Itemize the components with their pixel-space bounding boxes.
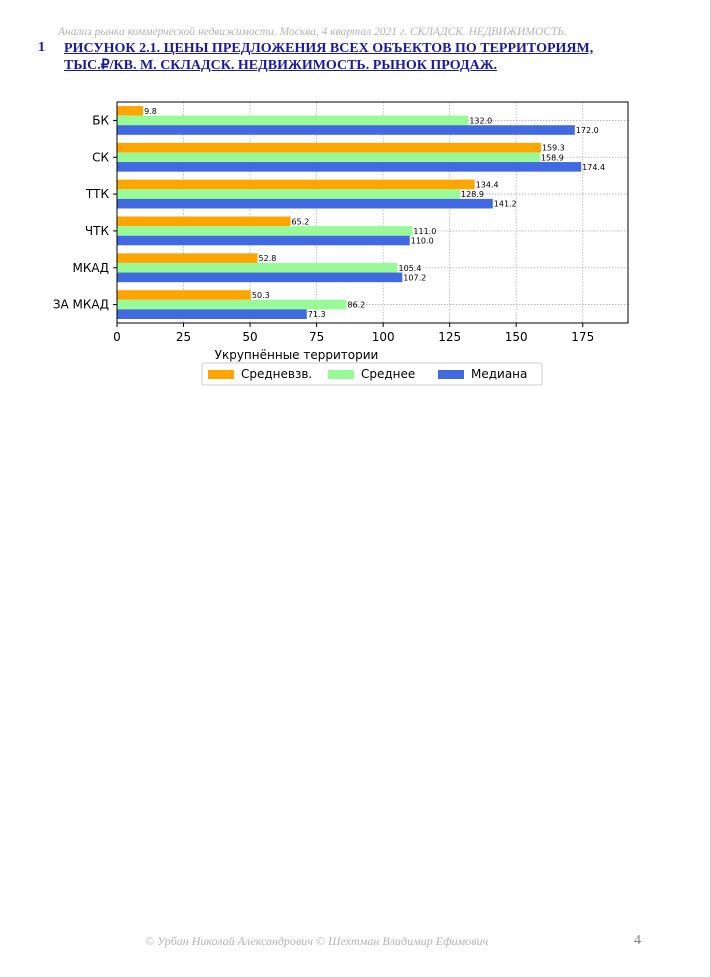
bar <box>117 253 258 263</box>
bar-value-label: 134.4 <box>475 180 499 190</box>
running-header: Анализ рынка коммерческой недвижимости. Москва, 4 квартал 2021 г. СКЛАДСК. НЕДВИЖИМОСТЬ. <box>58 26 568 38</box>
bar-value-label: 111.0 <box>413 226 437 236</box>
bar-chart <box>40 92 640 392</box>
bar-value-label: 158.9 <box>540 153 564 163</box>
bar-value-label: 107.2 <box>403 273 427 283</box>
x-tick-label: 0 <box>113 330 121 344</box>
x-tick-label: 75 <box>308 330 325 344</box>
bar <box>117 226 412 236</box>
bar <box>117 236 410 246</box>
bar-value-label: 110.0 <box>410 236 434 246</box>
bar <box>117 152 540 162</box>
bar <box>117 189 460 199</box>
bar-value-label: 141.2 <box>493 199 517 209</box>
x-tick-label: 25 <box>175 330 192 344</box>
legend-swatch <box>438 370 464 379</box>
bar <box>117 106 143 116</box>
bar <box>117 125 575 135</box>
bar <box>117 300 346 310</box>
bar-value-label: 132.0 <box>469 116 493 126</box>
bar <box>117 180 475 190</box>
x-tick-label: 50 <box>242 330 258 344</box>
y-tick-label: ЧТК <box>84 223 109 238</box>
bar <box>117 263 398 273</box>
bar <box>117 309 307 319</box>
chart-container <box>40 92 640 392</box>
x-tick-label: 100 <box>371 330 395 344</box>
y-tick-label: ЗА МКАД <box>52 297 109 312</box>
y-tick-label: МКАД <box>72 260 109 275</box>
legend-label: Средневзв. <box>241 367 313 381</box>
bar <box>117 199 493 209</box>
y-tick-label: СК <box>92 150 109 165</box>
bar <box>117 273 402 283</box>
y-tick-label: БК <box>92 113 109 128</box>
plot-area <box>117 102 628 323</box>
legend-swatch <box>328 370 354 379</box>
bar-value-label: 52.8 <box>258 254 277 264</box>
bar-value-label: 9.8 <box>144 106 157 116</box>
page-number: 4 <box>634 933 641 948</box>
x-tick-label: 175 <box>571 330 595 344</box>
bar-value-label: 86.2 <box>347 300 366 310</box>
bar-value-label: 159.3 <box>541 143 565 153</box>
bar <box>117 116 468 126</box>
bar-value-label: 50.3 <box>251 290 270 300</box>
x-axis-label: Укрупнённые территории <box>214 348 379 362</box>
bar-value-label: 71.3 <box>307 310 326 320</box>
x-tick-label: 125 <box>438 330 462 344</box>
bar-value-label: 65.2 <box>291 217 310 227</box>
figure-heading: РИСУНОК 2.1. ЦЕНЫ ПРЕДЛОЖЕНИЯ ВСЕХ ОБЪЕКТОВ ПО ТЕРРИТОРИЯМ, ТЫС.₽/КВ. М. СКЛАДСК. НЕДВИЖИМОСТЬ. РЫНОК ПРОДАЖ. <box>64 41 594 73</box>
bar <box>117 143 541 153</box>
bar-value-label: 174.4 <box>582 162 606 172</box>
legend-label: Медиана <box>471 367 528 381</box>
legend-swatch <box>208 370 234 379</box>
legend-label: Среднее <box>361 367 416 381</box>
heading-number: 1 <box>38 40 45 55</box>
bar-value-label: 128.9 <box>461 190 484 200</box>
bar-value-label: 172.0 <box>575 126 599 136</box>
bar <box>117 162 581 172</box>
y-tick-label: ТТК <box>85 187 109 202</box>
bar <box>117 290 251 300</box>
x-tick-label: 150 <box>504 330 528 344</box>
bar <box>117 217 291 227</box>
footer-copyright: © Урбан Николай Александрович © Шехтман Владимир Ефимович <box>145 934 489 948</box>
bar-value-label: 105.4 <box>398 263 422 273</box>
